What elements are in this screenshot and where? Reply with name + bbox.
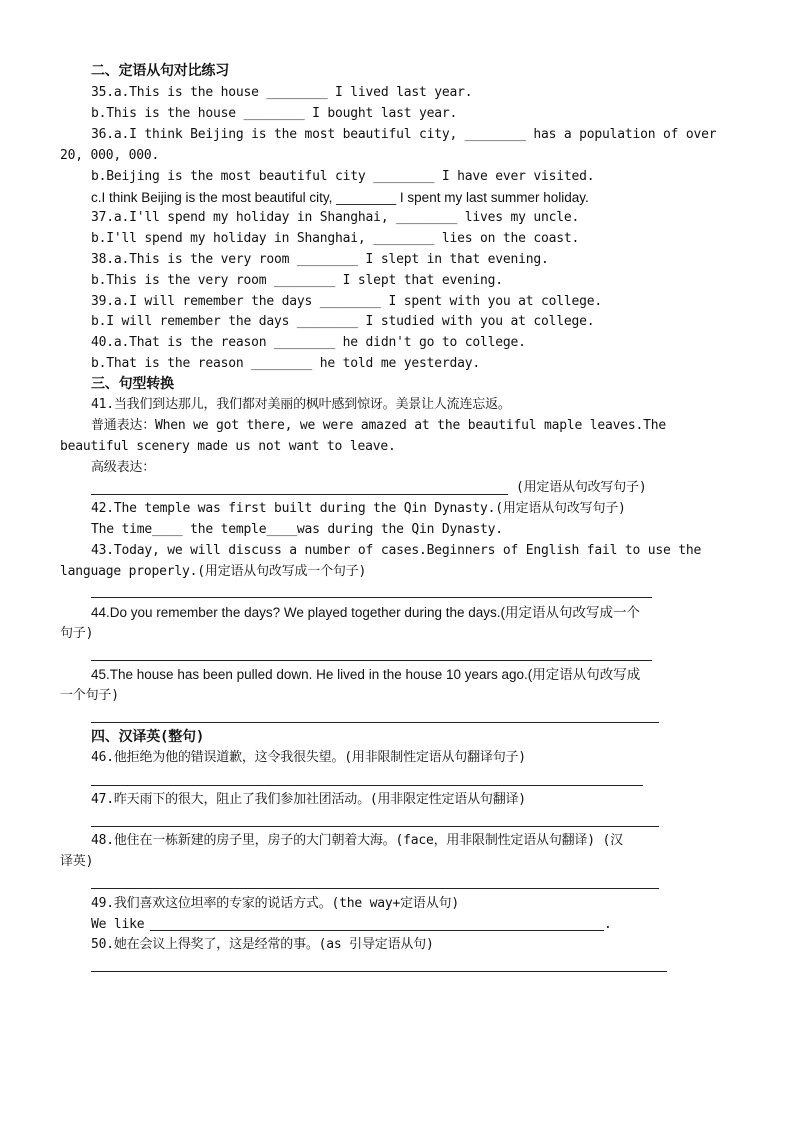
exercise-43-prompt-continued: language properly.(用定语从句改写成一个句子) bbox=[60, 564, 367, 579]
exercise-46-prompt: 46.他拒绝为他的错误道歉，这令我很失望。(用非限制性定语从句翻译句子) bbox=[91, 750, 526, 765]
exercise-49-lead: We like bbox=[91, 917, 145, 932]
exercise-41-instruction: (用定语从句改写句子) bbox=[516, 480, 647, 495]
exercise-47-prompt: 47.昨天雨下的很大，阻止了我们参加社团活动。(用非限定性定语从句翻译) bbox=[91, 792, 526, 807]
exercise-37a: 37.a.I'll spend my holiday in Shanghai, ________ lives my uncle. bbox=[91, 210, 580, 225]
section-heading-transformation: 三、句型转换 bbox=[91, 376, 174, 392]
answer-line-48[interactable] bbox=[91, 888, 659, 889]
answer-line-43[interactable] bbox=[91, 597, 652, 598]
section-heading-comparison: 二、定语从句对比练习 bbox=[91, 63, 229, 79]
exercise-41-advanced-label: 高级表达： bbox=[91, 460, 156, 475]
answer-line-47[interactable] bbox=[91, 826, 659, 827]
section-heading-translation: 四、汉译英(整句) bbox=[91, 729, 205, 745]
exercise-39b: b.I will remember the days ________ I studied with you at college. bbox=[91, 314, 595, 329]
exercise-44-prompt: 44.Do you remember the days? We played together during the days.(用定语从句改写成一个 bbox=[91, 605, 640, 620]
answer-line-44[interactable] bbox=[91, 660, 652, 661]
answer-line-45[interactable] bbox=[91, 722, 659, 723]
answer-line-41[interactable] bbox=[91, 494, 508, 495]
exercise-45-prompt: 45.The house has been pulled down. He lived in the house 10 years ago.(用定语从句改写成 bbox=[91, 667, 641, 682]
answer-line-46[interactable] bbox=[91, 785, 643, 786]
exercise-38b: b.This is the very room ________ I slept that evening. bbox=[91, 273, 503, 288]
exercise-41-plain-continued: beautiful scenery made us not want to leave. bbox=[60, 439, 396, 454]
exercise-42-prompt: 42.The temple was first built during the Qin Dynasty.(用定语从句改写句子) bbox=[91, 501, 626, 516]
exercise-38a: 38.a.This is the very room ________ I slept in that evening. bbox=[91, 252, 549, 267]
exercise-36a: 36.a.I think Beijing is the most beautiful city, ________ has a population of over bbox=[91, 127, 717, 142]
exercise-41-plain: 普通表达：When we got there, we were amazed at the beautiful maple leaves.The bbox=[91, 418, 666, 433]
exercise-37b: b.I'll spend my holiday in Shanghai, ________ lies on the coast. bbox=[91, 231, 580, 246]
answer-line-49[interactable] bbox=[150, 930, 604, 931]
exercise-35b: b.This is the house ________ I bought last year. bbox=[91, 106, 458, 121]
exercise-35a: 35.a.This is the house ________ I lived last year. bbox=[91, 85, 473, 100]
exercise-40b: b.That is the reason ________ he told me yesterday. bbox=[91, 356, 480, 371]
exercise-45-prompt-continued: 一个句子) bbox=[60, 688, 119, 703]
exercise-36a-continued: 20, 000, 000. bbox=[60, 148, 160, 163]
exercise-36c: c.I think Beijing is the most beautiful city, ________ I spent my last summer holiday. bbox=[91, 190, 589, 205]
exercise-48-prompt-continued: 译英) bbox=[60, 854, 94, 869]
exercise-48-prompt: 48.他住在一栋新建的房子里，房子的大门朝着大海。(face，用非限制性定语从句翻译) (汉 bbox=[91, 833, 623, 848]
exercise-39a: 39.a.I will remember the days ________ I spent with you at college. bbox=[91, 294, 602, 309]
exercise-49-prompt: 49.我们喜欢这位坦率的专家的说话方式。(the way+定语从句) bbox=[91, 896, 459, 911]
exercise-36b: b.Beijing is the most beautiful city ________ I have ever visited. bbox=[91, 169, 595, 184]
exercise-41-prompt: 41.当我们到达那儿，我们都对美丽的枫叶感到惊讶。美景让人流连忘返。 bbox=[91, 397, 511, 412]
exercise-50-prompt: 50.她在会议上得奖了，这是经常的事。(as 引导定语从句) bbox=[91, 937, 434, 952]
exercise-44-prompt-continued: 句子) bbox=[60, 626, 94, 641]
exercise-42-answer: The time____ the temple____was during the Qin Dynasty. bbox=[91, 522, 503, 537]
answer-line-50[interactable] bbox=[91, 971, 667, 972]
exercise-49-period: . bbox=[604, 917, 612, 932]
exercise-40a: 40.a.That is the reason ________ he didn't go to college. bbox=[91, 335, 526, 350]
exercise-43-prompt: 43.Today, we will discuss a number of cases.Beginners of English fail to use the bbox=[91, 543, 702, 558]
